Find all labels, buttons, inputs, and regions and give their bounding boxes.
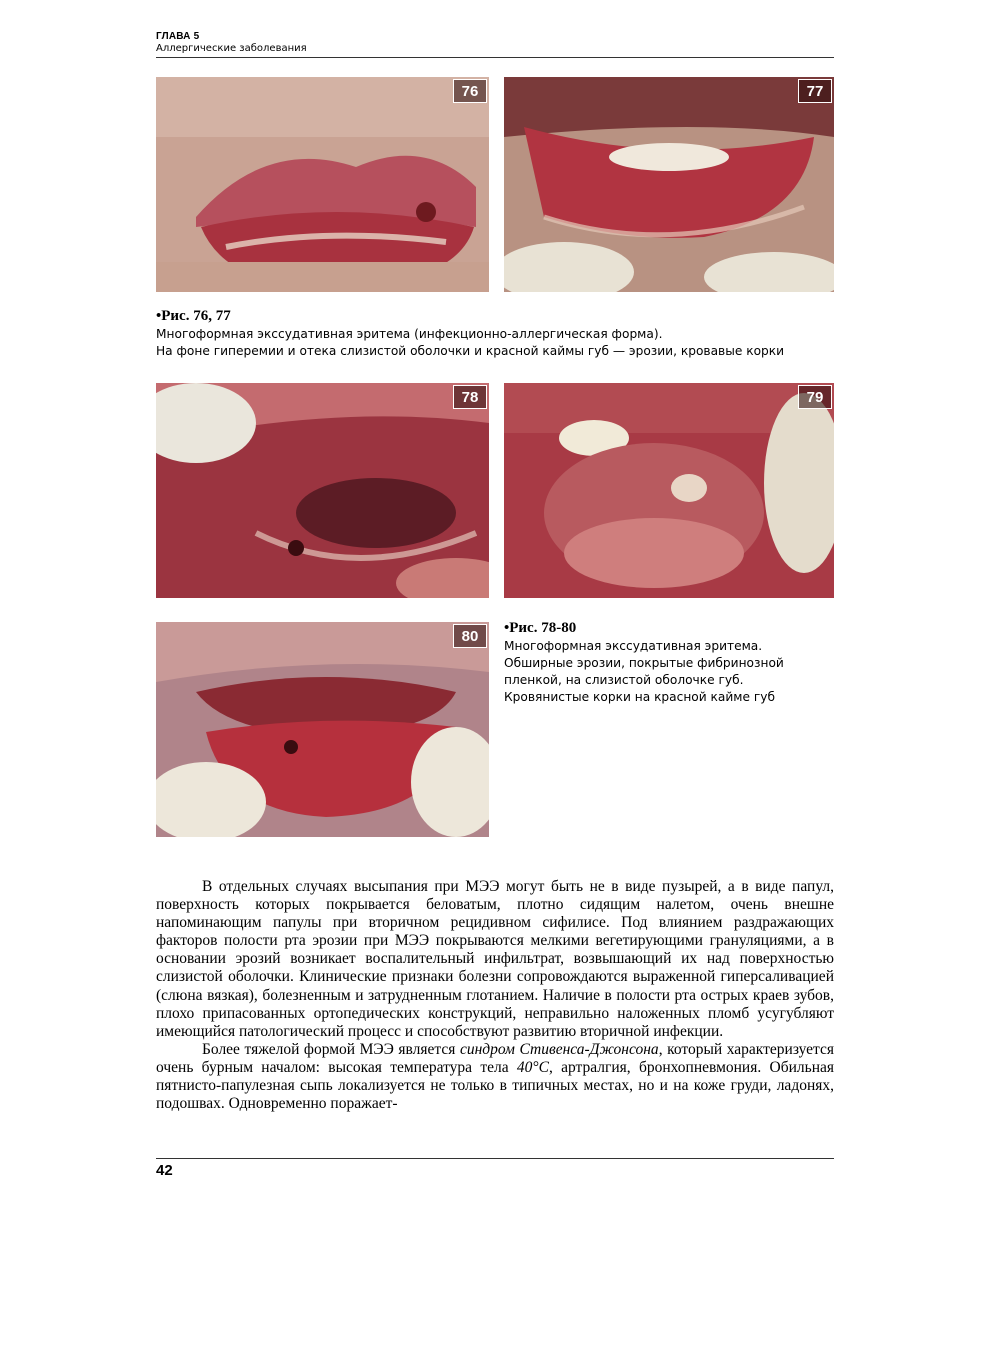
caption-line: Многоформная экссудативная эритема. (504, 639, 763, 653)
header-divider (156, 57, 834, 58)
page-number: 42 (156, 1162, 173, 1179)
footer-divider (156, 1158, 834, 1159)
body-text (156, 878, 834, 1113)
caption-figures-78-80 (504, 620, 834, 706)
figure-number-badge: 80 (453, 624, 487, 648)
figure-number-badge: 76 (453, 79, 487, 103)
oral-cavity-photo-illustration (504, 383, 834, 598)
lips-photo-illustration (156, 77, 489, 292)
chapter-subtitle: Аллергические заболевания (156, 43, 307, 54)
photo-figure-78 (156, 383, 489, 598)
p2-end: , артралгия, бронхопневмония. Обильная пятнисто-папулезная сыпь локализуется не только в типичных местах, но и на коже груди, ладонях, подошвах. Одновременно поражает- (156, 1058, 835, 1113)
caption-line: пленкой, на слизистой оболочке губ. (504, 673, 744, 687)
lower-lip-photo-illustration (504, 77, 834, 292)
caption-line: Обширные эрозии, покрытые фибринозной (504, 656, 784, 670)
caption-line: На фоне гиперемии и отека слизистой оболочки и красной каймы губ — эрозии, кровавые корки (156, 344, 785, 358)
temperature-value: 40°С (516, 1058, 549, 1076)
caption-title: •Рис. 76, 77 (156, 308, 231, 324)
chapter-label: ГЛАВА 5 (156, 31, 200, 42)
figure-number-badge: 77 (798, 79, 832, 103)
photo-figure-80 (156, 622, 489, 837)
photo-figure-79 (504, 383, 834, 598)
body-paragraph-2 (156, 1041, 834, 1113)
p2-mid: , который характеризуется очень бурным началом: высокая температура тела (156, 1040, 835, 1076)
lips-eroded-photo-illustration (156, 622, 489, 837)
photo-figure-77 (504, 77, 834, 292)
figure-number-badge: 78 (453, 385, 487, 409)
caption-line: Многоформная экссудативная эритема (инфекционно-аллергическая форма). (156, 327, 663, 341)
caption-figures-76-77 (156, 308, 836, 360)
p2-start: Более тяжелой формой МЭЭ является (202, 1040, 460, 1058)
oral-mucosa-photo-illustration (156, 383, 489, 598)
photo-figure-76 (156, 77, 489, 292)
caption-line: Кровянистые корки на красной кайме губ (504, 690, 775, 704)
figure-number-badge: 79 (798, 385, 832, 409)
syndrome-name: синдром Стивенса-Джонсона (459, 1040, 659, 1058)
caption-title: •Рис. 78-80 (504, 620, 577, 636)
body-paragraph-1: В отдельных случаях высыпания при МЭЭ могут быть не в виде пузырей, а в виде папул, поверхность которых покрывается беловатым, плотно сидящим налетом, очень внешне напоминающим папулы при вторичном рецидивном сифилисе. Под влиянием раздражающих факторов полости рта эрозии при МЭЭ покрываются мелкими вегетирующими грануляциями, а в основании эрозий возникает воспалительный инфильтрат, возвышающий их над поверхностью слизистой оболочки. Клинические признаки болезни сопровождаются выраженной гиперсаливацией (слюна вязкая), болезненным и затрудненным глотанием. Наличие в полости рта острых краев зубов, плохо припасованных ортопедических конструкций, неправильно наложенных пломб усугубляют имеющийся патологический процесс и способствуют развитию вторичной инфекции. (156, 878, 834, 1040)
